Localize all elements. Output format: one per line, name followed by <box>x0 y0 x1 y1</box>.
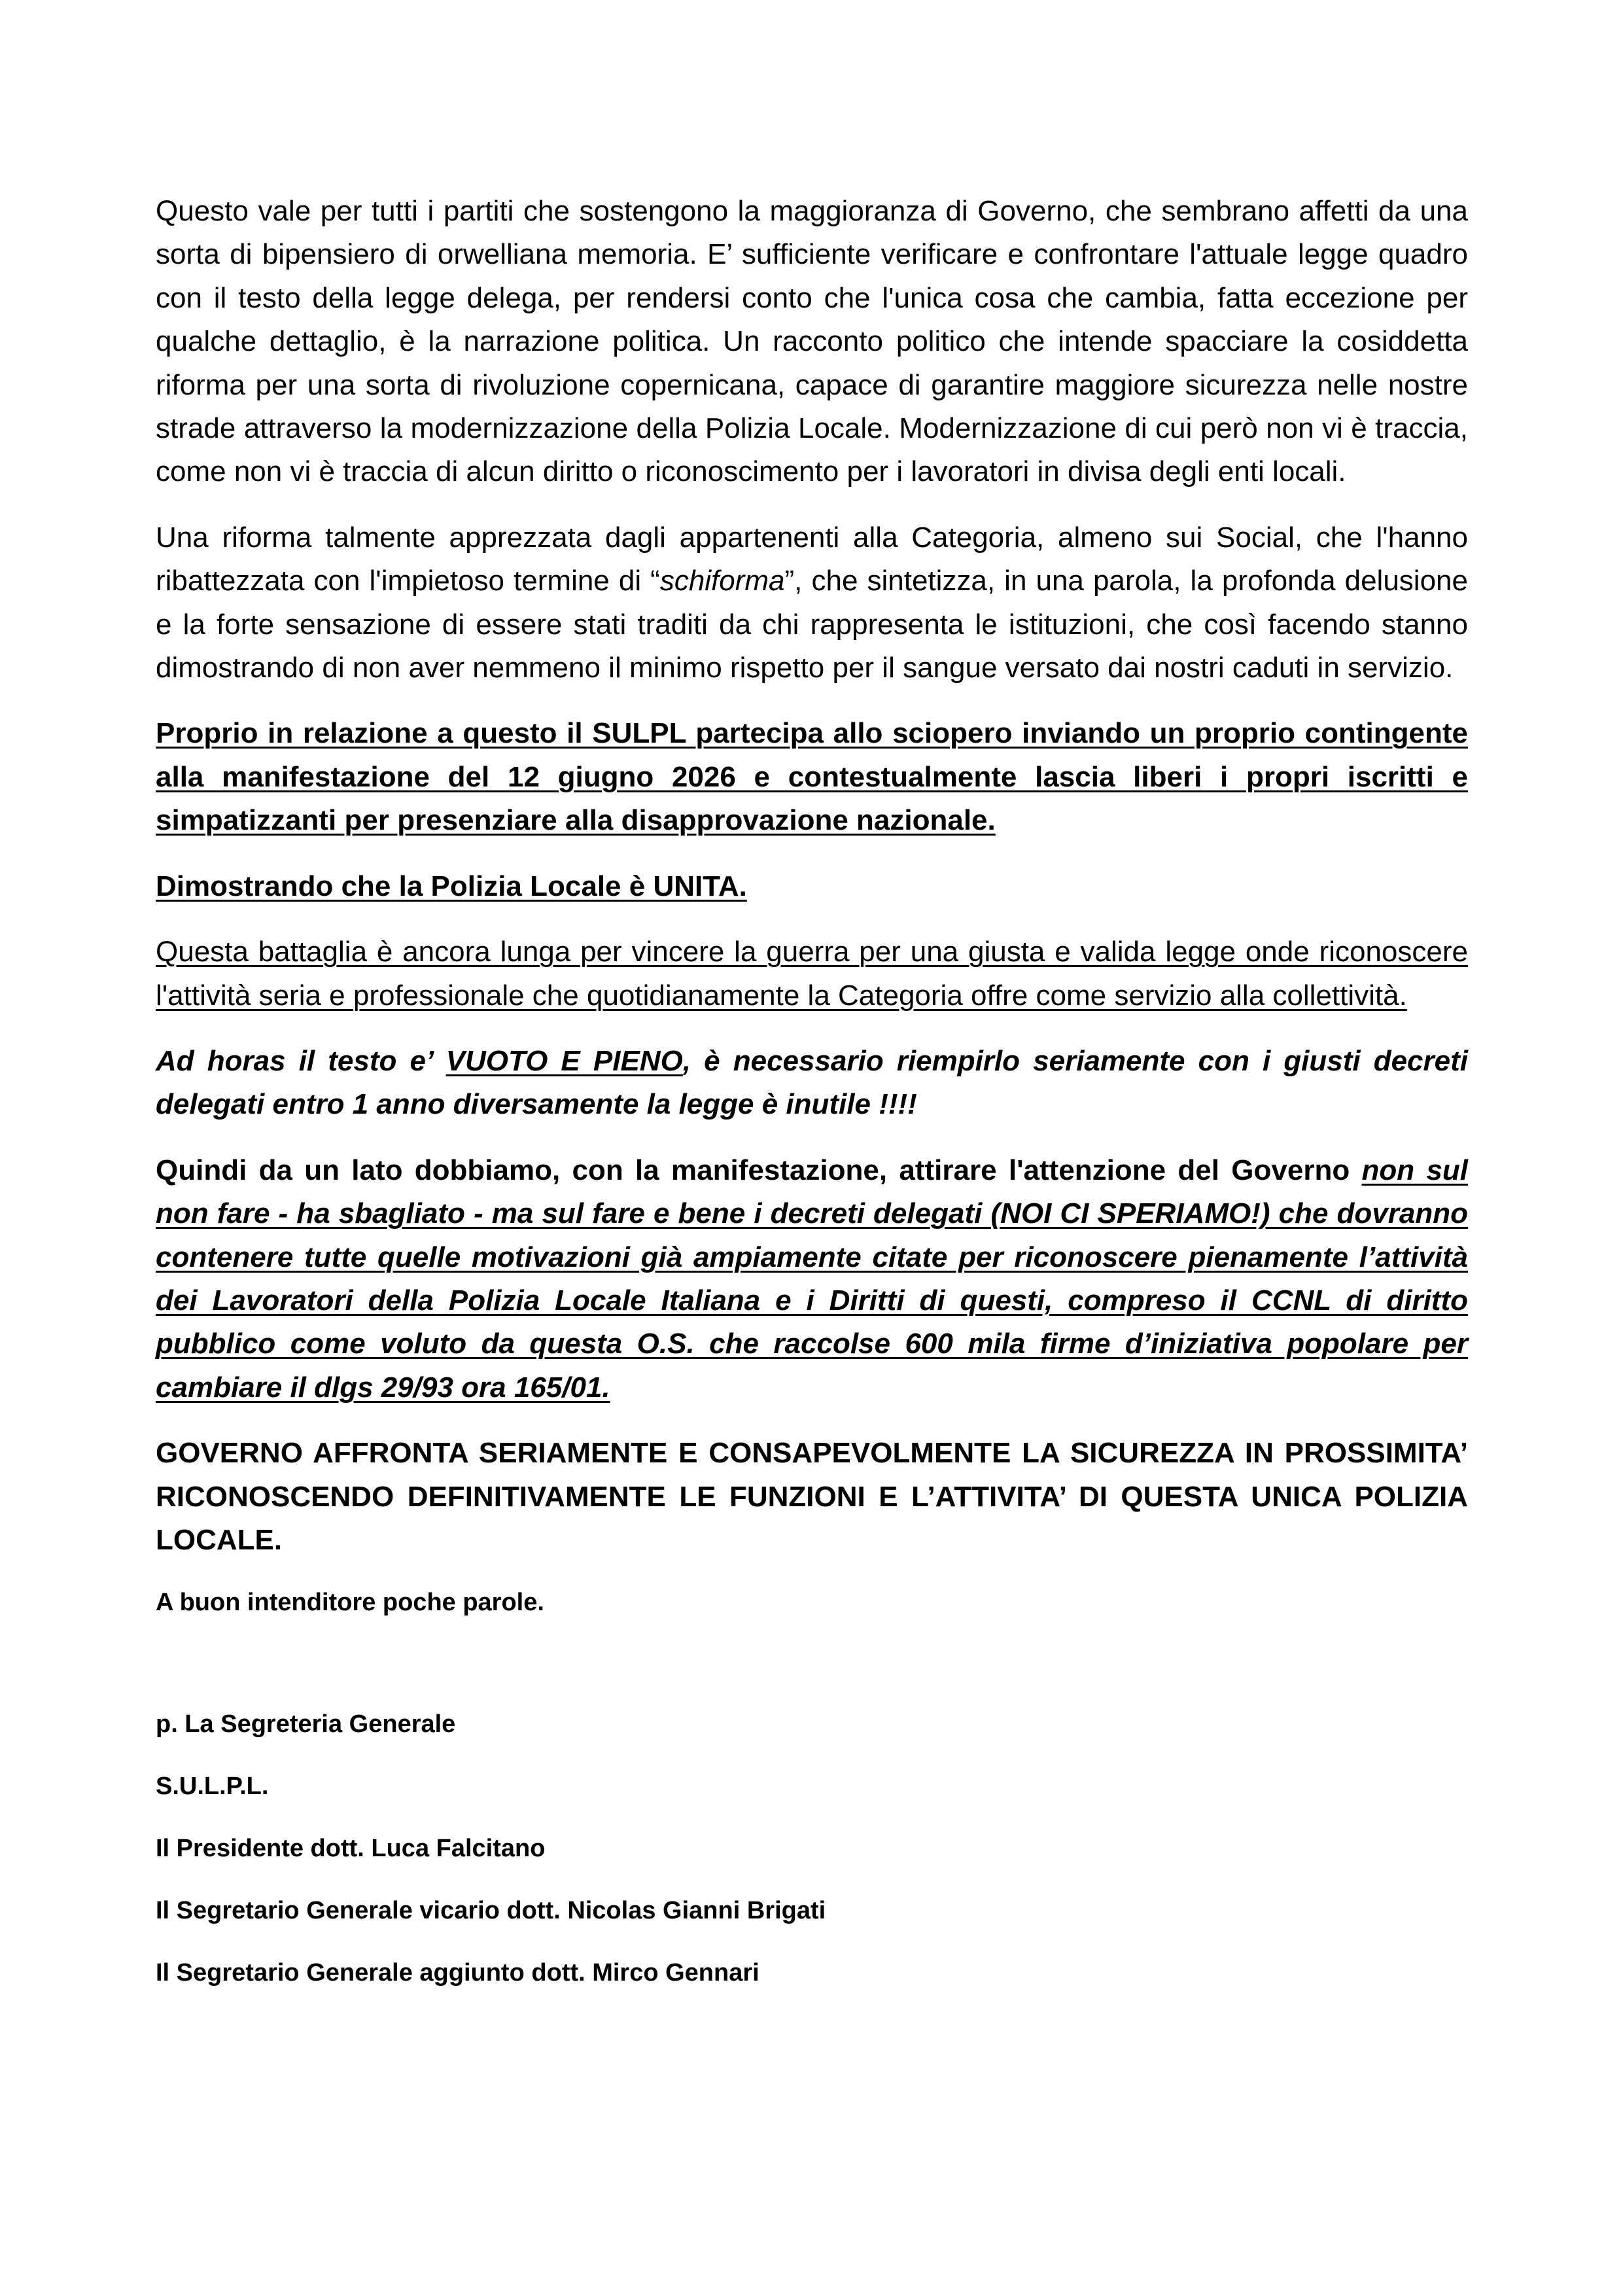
signature-organization: S.U.L.P.L. <box>156 1773 269 1801</box>
paragraph-governo-affronta: GOVERNO AFFRONTA SERIAMENTE E CONSAPEVOLMENTE LA SICUREZZA IN PROSSIMITA’ RICONOSCENDO DEFINITIVAMENTE LE FUNZIONI E L’ATTIVITA’ DI QUESTA UNICA POLIZIA LOCALE. <box>156 1437 1468 1556</box>
signature-block <box>156 1706 1468 1991</box>
signature-segreteria: p. La Segreteria Generale <box>156 1710 456 1739</box>
paragraph-governo-bipensiero: Questo vale per tutti i partiti che sostengono la maggioranza di Governo, che sembrano affetti da una sorta di bipensiero di orwelliana memoria. E’ sufficiente verificare e confrontare l'attuale legge quadro con il testo della legge delega, per rendersi conto che l'unica cosa che cambia, fatta eccezione per qualche dettaglio, è la narrazione politica. Un racconto politico che intende spacciare la cosiddetta riforma per una sorta di rivoluzione copernicana, capace di garantire maggiore sicurezza nelle nostre strade attraverso la modernizzazione della Polizia Locale. Modernizzazione di cui però non vi è traccia, come non vi è traccia di alcun diritto o riconoscimento per i lavoratori in divisa degli enti locali. <box>156 195 1468 488</box>
signature-president: Il Presidente dott. Luca Falcitano <box>156 1835 546 1863</box>
paragraph-schiforma <box>156 516 1468 690</box>
schiforma-term: schiforma <box>659 565 785 597</box>
quindi-decreti-text: non sul non fare - ha sbagliato - ma sul fare e bene i decreti delegati (NOI CI SPERIAMO!) che dovranno contenere tutte quelle motivazioni già ampiamente citate per riconoscere pienamente l’attività dei Lavoratori della Polizia Locale Italiana e i Diritti di questi, compreso il CCNL di diritto pubblico come voluto da questa O.S. che raccolse 600 mila firme d’iniziativa popolare per cambiare il dlgs 29/93 ora 165/01. <box>156 1154 1468 1404</box>
document-page <box>156 190 1468 2017</box>
vuoto-e-pieno-text: VUOTO E PIENO <box>445 1044 683 1077</box>
paragraph-schiforma-text-start: Una riforma talmente apprezzata dagli appartenenti alla Categoria, almeno sui Social, che l'hanno ribattezzata con l'impietoso termine di “ <box>156 521 1468 597</box>
paragraph-schiforma-text-end: ”, che sintetizza, in una parola, la profonda delusione e la forte sensazione di essere stati traditi da chi rappresenta le istituzioni, che così facendo stanno dimostrando di non aver nemmeno il minimo rispetto per il sangue versato dai nostri caduti in servizio. <box>156 565 1468 684</box>
paragraph-battaglia: Questa battaglia è ancora lunga per vincere la guerra per una giusta e valida legge onde riconoscere l'attività seria e professionale che quotidianamente la Categoria offre come servizio alla collettività. <box>156 936 1468 1012</box>
ad-horas-text-end: , è necessario riempirlo seriamente con i giusti decreti delegati entro 1 anno diversamente la legge è inutile !!!! <box>156 1044 1468 1121</box>
paragraph-sciopero-announcement: Proprio in relazione a questo il SULPL partecipa allo sciopero inviando un proprio contingente alla manifestazione del 12 giugno 2026 e contestualmente lascia liberi i propri iscritti e simpatizzanti per presenziare alla disapprovazione nazionale. <box>156 717 1468 837</box>
signature-vicar-secretary: Il Segretario Generale vicario dott. Nicolas Gianni Brigati <box>156 1897 826 1925</box>
paragraph-unita: Dimostrando che la Polizia Locale è UNITA. <box>156 870 747 902</box>
paragraph-ad-horas <box>156 1040 1468 1127</box>
signature-deputy-secretary: Il Segretario Generale aggiunto dott. Mirco Gennari <box>156 1959 759 1987</box>
quindi-text-start: Quindi da un lato dobbiamo, con la manifestazione, attirare l'attenzione del Governo <box>156 1154 1362 1186</box>
closing-line: A buon intenditore poche parole. <box>156 1589 544 1617</box>
paragraph-quindi <box>156 1149 1468 1409</box>
ad-horas-text-start: Ad horas il testo e’ <box>156 1044 446 1077</box>
